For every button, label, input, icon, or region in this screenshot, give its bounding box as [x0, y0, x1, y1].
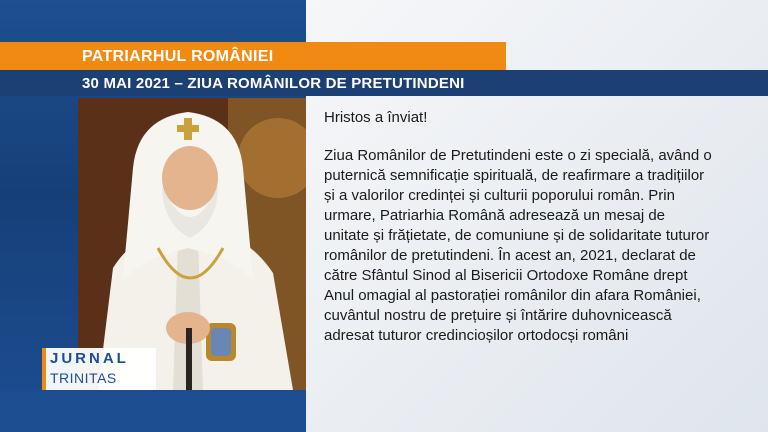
page-subtitle: 30 MAI 2021 – ZIUA ROMÂNILOR DE PRETUTINDENI: [82, 75, 465, 92]
logo-line-2: TRINITAS: [50, 370, 117, 386]
message-greeting: Hristos a înviat!: [324, 109, 428, 126]
message-body: Ziua Românilor de Pretutindeni este o zi specială, având o puternică semnificație spirituală, de reafirmare a tradițiilor și a valorilor credinței și culturii poporului român. Prin urmare, Patriarhia Română adresează un mesaj de unitate și frățietate, de comuniune și de solidaritate tuturor românilor de pretutindeni. În acest an, 2021, declarat de către Sfântul Sinod al Bisericii Ortodoxe Române drept Anul omagial al pastorației românilor din afara României, cuvântul nostru de prețuire și întărire duhovnicească adresat tuturor credincioșilor ortodocși români: [324, 147, 712, 344]
bottom-strip: [0, 392, 306, 432]
logo-line-1: JURNAL: [50, 350, 129, 367]
message-panel: [324, 108, 714, 346]
patriarch-illustration: [78, 98, 306, 390]
logo-accent: [42, 348, 46, 390]
jurnal-trinitas-logo: [42, 348, 156, 390]
subtitle-banner: [0, 70, 768, 96]
patriarch-photo: [78, 98, 306, 390]
page-title: PATRIARHUL ROMÂNIEI: [82, 48, 274, 65]
title-banner: [0, 42, 506, 70]
